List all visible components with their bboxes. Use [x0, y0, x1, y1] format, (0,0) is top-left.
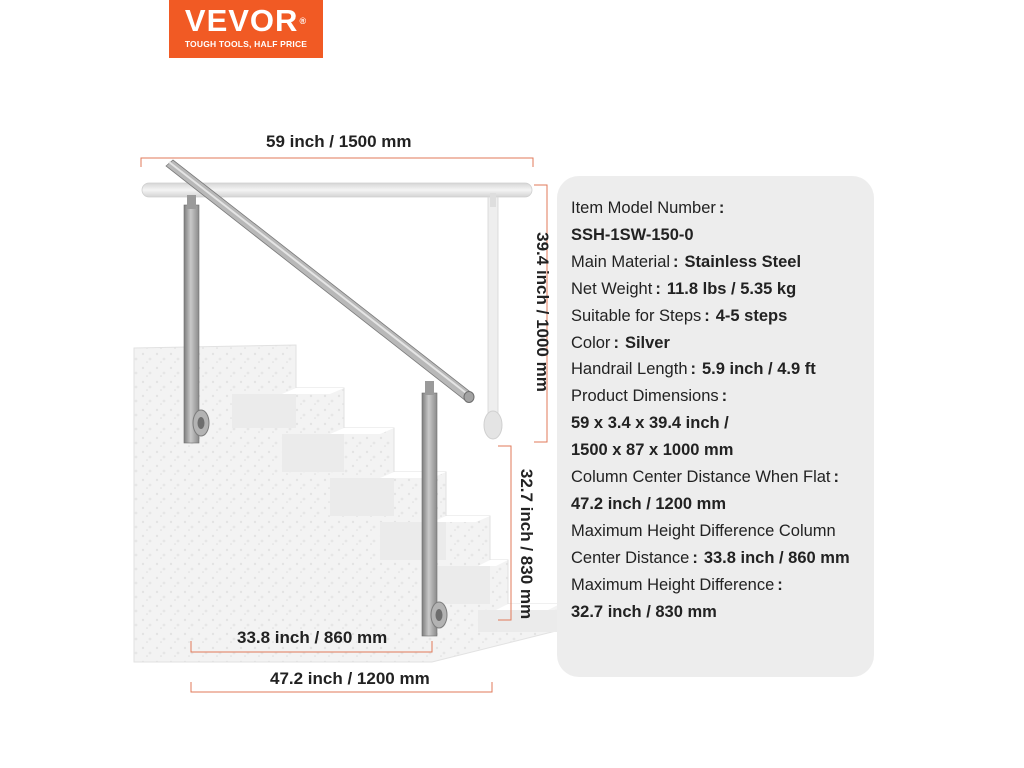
brand-name: VEVOR	[184, 3, 299, 38]
spec-key: Maximum Height Difference Column	[571, 521, 836, 540]
spec-separator: :	[655, 279, 661, 298]
top-width-label: 59 inch / 1500 mm	[266, 132, 412, 151]
spec-separator: :	[704, 306, 710, 325]
spec-value: 32.7 inch / 830 mm	[571, 602, 717, 621]
spec-separator: :	[721, 387, 728, 406]
spec-separator: :	[673, 252, 679, 271]
right-height-label: 39.4 inch / 1000 mm	[533, 232, 552, 392]
spec-separator: :	[613, 333, 619, 352]
spec-line	[571, 575, 785, 595]
spec-key: Main Material	[571, 252, 671, 271]
spec-line	[571, 306, 787, 326]
spec-key: Product Dimensions	[571, 387, 719, 406]
spec-line	[571, 494, 726, 514]
bottom-outer-label: 47.2 inch / 1200 mm	[270, 669, 430, 688]
spec-key: Color	[571, 333, 611, 352]
spec-value: 11.8 lbs / 5.35 kg	[666, 279, 797, 298]
spec-line	[571, 413, 729, 433]
spec-value: 59 x 3.4 x 39.4 inch /	[571, 414, 729, 433]
spec-separator: :	[833, 468, 840, 486]
spec-value: SSH-1SW-150-0	[571, 225, 694, 244]
spec-value: Silver	[624, 333, 670, 352]
brand-tagline: TOUGH TOOLS, HALF PRICE	[184, 39, 308, 49]
bottom-inner-label: 33.8 inch / 860 mm	[237, 628, 388, 647]
spec-key: Handrail Length	[571, 360, 688, 379]
top-width-line	[141, 158, 533, 167]
spec-key: Net Weight	[571, 279, 653, 298]
spec-value: 1500 x 87 x 1000 mm	[571, 441, 734, 460]
spec-line	[571, 548, 850, 568]
spec-line	[571, 279, 796, 299]
spec-separator: :	[690, 360, 696, 379]
spec-line	[571, 467, 841, 487]
spec-value: 47.2 inch / 1200 mm	[571, 494, 727, 513]
spec-line	[571, 359, 816, 379]
spec-value: 5.9 inch / 4.9 ft	[702, 360, 816, 379]
spec-line	[571, 440, 733, 460]
spec-line	[571, 252, 801, 272]
spec-key: Suitable for Steps	[571, 306, 702, 325]
registered-mark: ®	[299, 16, 308, 26]
spec-key: Column Center Distance When Flat	[571, 468, 831, 486]
spec-line	[571, 198, 726, 218]
spec-line	[571, 225, 694, 245]
spec-line	[571, 333, 670, 353]
mid-height-label: 32.7 inch / 830 mm	[517, 468, 536, 620]
spec-line	[571, 602, 717, 622]
spec-value: 33.8 inch / 860 mm	[703, 548, 850, 567]
spec-separator: :	[777, 575, 783, 594]
spec-line	[571, 386, 729, 406]
spec-value: Stainless Steel	[684, 252, 802, 271]
spec-separator: :	[718, 199, 725, 217]
spec-key: Maximum Height Difference	[571, 575, 775, 594]
spec-separator: :	[692, 548, 698, 567]
spec-key: Center Distance	[571, 548, 690, 567]
spec-line	[571, 521, 836, 541]
spec-value: 4-5 steps	[715, 306, 788, 325]
spec-key: Item Model Number	[571, 199, 716, 217]
